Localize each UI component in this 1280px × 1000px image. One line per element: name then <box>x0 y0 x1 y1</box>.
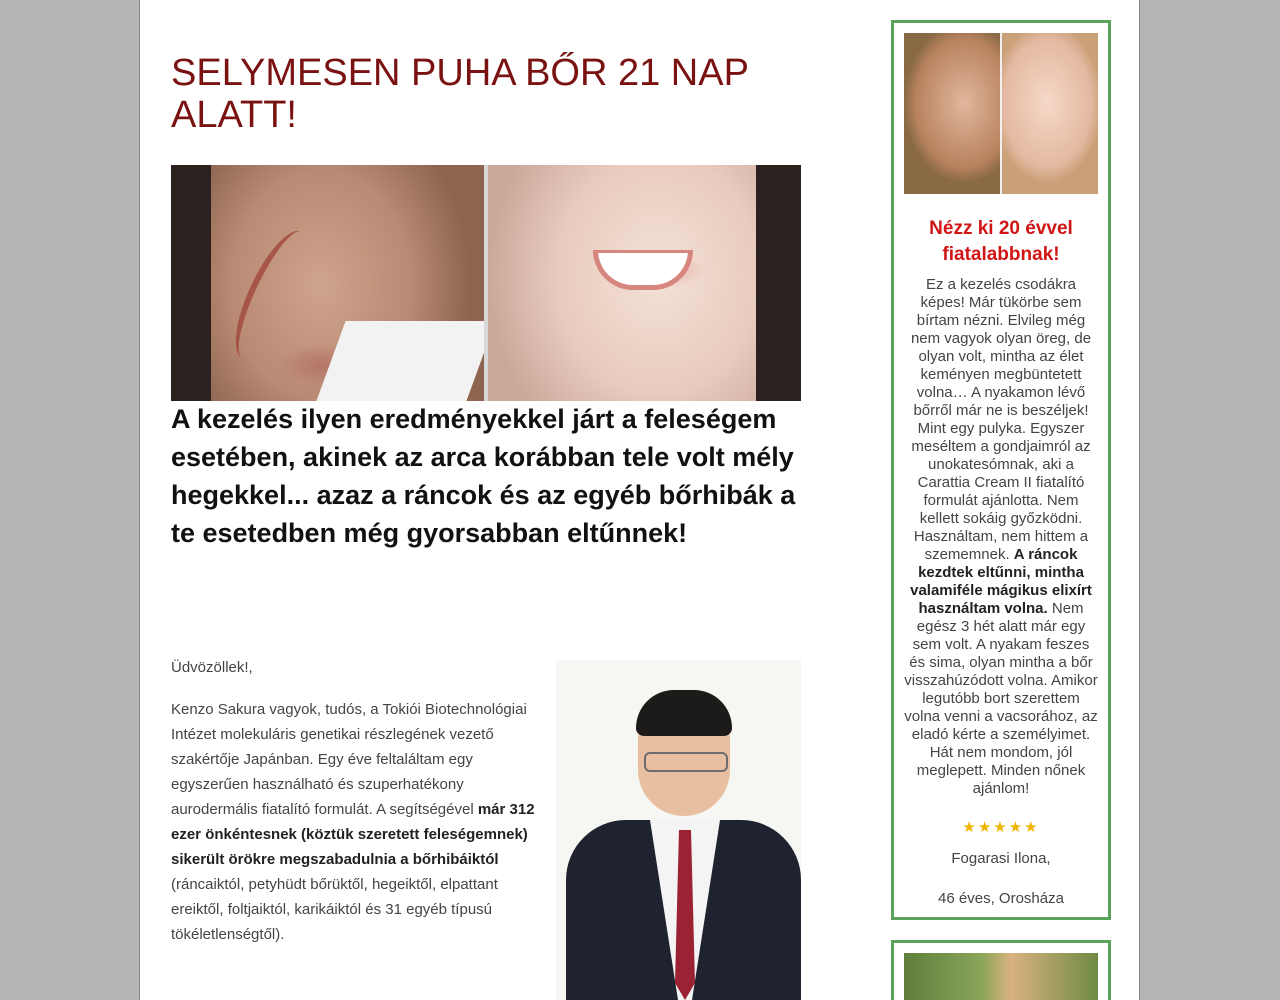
testimonial-before-after-image <box>904 33 1098 194</box>
smile-mark <box>593 250 693 290</box>
before-after-hero-image <box>171 165 801 401</box>
testimonial-body <box>904 276 1098 798</box>
testimonial-text-1: Ez a kezelés csodákra képes! Már tükörbe sem bírtam nézni. Elvileg még nem vagyok olyan öreg, de olyan volt, mintha az élet keményen megbüntetett volna… A nyakamon lévő bőrről már ne is beszéljek! Mint egy pulyka. Egyszer meséltem a gondjaimról az unokatesómnak, aki a Carattia Cream II fiatalító formulát ajánlotta. Nem kellett sokáig győzködni. Használtam, nem hittem a szememnek. <box>910 276 1092 563</box>
before-photo <box>171 165 484 401</box>
testimonial-2-image <box>904 953 1098 1000</box>
star-rating-icon: ★★★★★ <box>962 819 1040 836</box>
author-portrait-image <box>556 660 801 1000</box>
intro-highlight: már 312 ezer önkéntesnek (köztük szeretett feleségemnek) sikerült örökre megszabadulnia a bőrhibáiktól <box>171 801 535 868</box>
scar-mark <box>222 222 323 368</box>
page-headline: SELYMESEN PUHA BŐR 21 NAP ALATT! <box>171 52 749 136</box>
article-page <box>139 0 1140 1000</box>
testimonial-author-name: Fogarasi Ilona, <box>951 850 1051 867</box>
testimonial-text-2: Nem egész 3 hét alatt már egy sem volt. A nyakam feszes és sima, olyan mintha a bőr visszahúzódott volna. Amikor legutóbb bort szerettem volna venni a vacsorához, az eladó kérte a személyimet. Hát nem mondom, jól meglepett. Minden nőnek ajánlom! <box>904 600 1098 797</box>
testimonial-card <box>891 20 1111 920</box>
testimonial-card-2 <box>891 940 1111 1000</box>
after-photo <box>488 165 801 401</box>
testimonial-author-location: 46 éves, Orosháza <box>938 890 1064 907</box>
intro-text-1: Kenzo Sakura vagyok, tudós, a Tokiói Biotechnológiai Intézet molekuláris genetikai részlegének vezető szakértője Japánban. Egy éve feltaláltam egy egyszerűen használható és szuperhatékony aurodermális fiatalító formulát. A segítségével <box>171 701 527 818</box>
testimonial-highlight: A ráncok kezdtek eltűnni, mintha valamiféle mágikus elixírt használtam volna. <box>910 546 1092 617</box>
testimonial-title: Nézz ki 20 évvel fiatalabbnak! <box>929 218 1073 265</box>
greeting-text: Üdvözöllek!, <box>171 659 253 676</box>
article-subheadline: A kezelés ilyen eredményekkel járt a feleségem esetében, akinek az arca korábban tele volt mély hegekkel... azaz a ráncok és az egyéb bőrhibák a te esetedben még gyorsabban eltűnnek! <box>171 404 796 548</box>
intro-paragraph <box>171 697 546 947</box>
intro-text-2: (ráncaiktól, petyhüdt bőrüktől, hegeiktől, elpattant ereiktől, foltjaiktól, karikáiktól és 31 egyéb típusú tökéletlenségtől). <box>171 876 498 943</box>
